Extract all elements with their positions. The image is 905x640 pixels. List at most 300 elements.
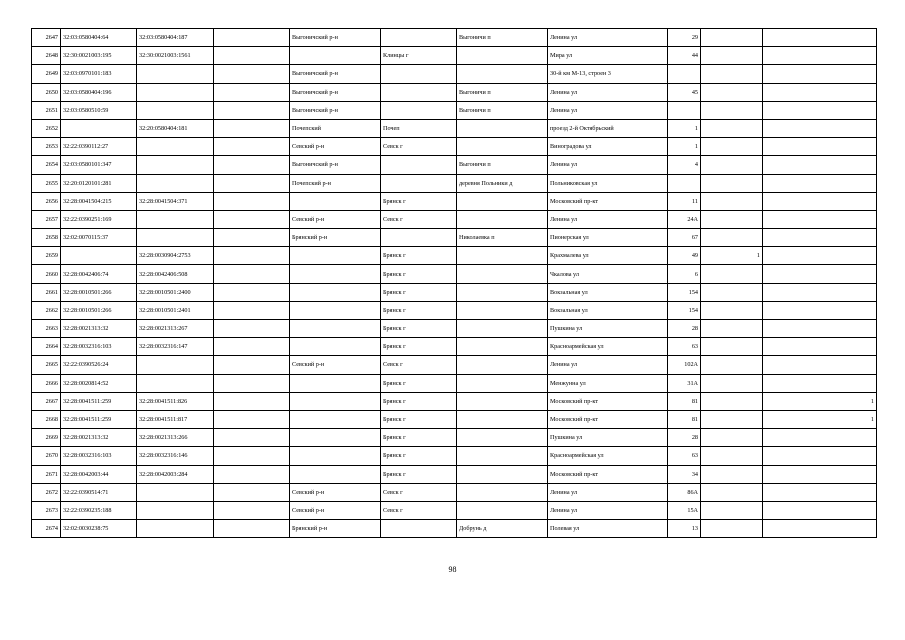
row-number-cell: 2654 [32,156,61,174]
cadastral-number-cell: 32:03:0580404:64 [61,29,137,47]
unit-cell [763,29,877,47]
house-cell: 154 [668,301,701,319]
street-cell: Красноармейская ул [548,338,668,356]
row-number-cell: 2664 [32,338,61,356]
row-number-cell: 2665 [32,356,61,374]
house-cell: 28 [668,429,701,447]
building-cell [701,483,763,501]
unit-cell [763,65,877,83]
row-number-cell: 2649 [32,65,61,83]
house-cell: 6 [668,265,701,283]
building-cell [701,374,763,392]
house-cell [668,65,701,83]
city-cell: Брянск г [381,447,457,465]
street-cell: Московский пр-кт [548,192,668,210]
city-cell [381,156,457,174]
settlement-cell: Выгоничи п [457,29,548,47]
cadastral-number-cell: 32:22:0390112:27 [61,138,137,156]
object-number-cell [137,174,214,192]
settlement-cell [457,247,548,265]
street-cell: Московский пр-кт [548,410,668,428]
street-cell: Пушкина ул [548,429,668,447]
extra-number-cell [214,65,290,83]
unit-cell [763,229,877,247]
table-row [32,83,877,101]
object-number-cell: 32:28:0042406:508 [137,265,214,283]
object-number-cell [137,483,214,501]
extra-number-cell [214,83,290,101]
table-row [32,465,877,483]
house-cell: 29 [668,29,701,47]
extra-number-cell [214,429,290,447]
street-cell: Менжунна ул [548,374,668,392]
district-cell [290,283,381,301]
house-cell [668,174,701,192]
row-number-cell: 2659 [32,247,61,265]
object-number-cell: 32:03:0580404:187 [137,29,214,47]
extra-number-cell [214,356,290,374]
extra-number-cell [214,174,290,192]
settlement-cell: Выгоничи п [457,101,548,119]
table-row [32,65,877,83]
street-cell: Московский пр-кт [548,465,668,483]
building-cell [701,283,763,301]
table-row [32,520,877,538]
unit-cell [763,520,877,538]
row-number-cell: 2651 [32,101,61,119]
cadastral-number-cell: 32:28:0010501:266 [61,283,137,301]
district-cell: Выгоничский р-н [290,29,381,47]
city-cell: Брянск г [381,392,457,410]
cadastral-number-cell: 32:28:0020814:52 [61,374,137,392]
street-cell: Ленина ул [548,210,668,228]
house-cell: 63 [668,447,701,465]
settlement-cell [457,192,548,210]
city-cell [381,83,457,101]
extra-number-cell [214,119,290,137]
extra-number-cell [214,210,290,228]
cadastral-number-cell: 32:28:0032316:103 [61,338,137,356]
city-cell: Брянск г [381,374,457,392]
object-number-cell: 32:28:0041511:817 [137,410,214,428]
settlement-cell [457,338,548,356]
settlement-cell [457,283,548,301]
object-number-cell: 32:28:0032316:147 [137,338,214,356]
table-row [32,101,877,119]
district-cell [290,338,381,356]
cadastral-number-cell: 32:03:0580101:347 [61,156,137,174]
table-row [32,410,877,428]
building-cell [701,320,763,338]
page-number: 98 [448,565,457,574]
cadastral-number-cell: 32:28:0021313:32 [61,429,137,447]
building-cell [701,229,763,247]
table-row [32,192,877,210]
row-number-cell: 2670 [32,447,61,465]
row-number-cell: 2672 [32,483,61,501]
settlement-cell [457,501,548,519]
street-cell: Мира ул [548,47,668,65]
city-cell: Брянск г [381,283,457,301]
row-number-cell: 2658 [32,229,61,247]
street-cell: Ленина ул [548,101,668,119]
cadastral-number-cell: 32:30:0021003:195 [61,47,137,65]
building-cell [701,210,763,228]
object-number-cell: 32:28:0010501:2400 [137,283,214,301]
row-number-cell: 2667 [32,392,61,410]
district-cell [290,301,381,319]
cadastral-number-cell: 32:28:0032316:103 [61,447,137,465]
cadastral-number-cell: 32:02:0070115:37 [61,229,137,247]
building-cell [701,356,763,374]
unit-cell [763,338,877,356]
district-cell: Севский р-н [290,356,381,374]
extra-number-cell [214,392,290,410]
building-cell [701,29,763,47]
district-cell [290,374,381,392]
extra-number-cell [214,29,290,47]
cadastral-number-cell: 32:28:0041511:259 [61,410,137,428]
building-cell [701,410,763,428]
unit-cell [763,192,877,210]
unit-cell [763,447,877,465]
cadastral-number-cell: 32:02:0030238:75 [61,520,137,538]
row-number-cell: 2671 [32,465,61,483]
unit-cell [763,356,877,374]
house-cell: 49 [668,247,701,265]
table-row [32,429,877,447]
cadastral-number-cell: 32:28:0042406:74 [61,265,137,283]
district-cell [290,47,381,65]
settlement-cell [457,483,548,501]
city-cell: Брянск г [381,338,457,356]
unit-cell [763,101,877,119]
building-cell [701,174,763,192]
building-cell [701,156,763,174]
object-number-cell [137,520,214,538]
settlement-cell [457,447,548,465]
object-number-cell [137,356,214,374]
settlement-cell [457,429,548,447]
extra-number-cell [214,520,290,538]
street-cell: Вокзальная ул [548,283,668,301]
street-cell: Чкалова ул [548,265,668,283]
unit-cell [763,138,877,156]
object-number-cell: 32:28:0021313:267 [137,320,214,338]
city-cell: Брянск г [381,265,457,283]
building-cell [701,465,763,483]
street-cell: Польниковская ул [548,174,668,192]
extra-number-cell [214,265,290,283]
table-row [32,265,877,283]
row-number-cell: 2669 [32,429,61,447]
unit-cell [763,247,877,265]
district-cell: Брянский р-н [290,520,381,538]
settlement-cell [457,356,548,374]
building-cell [701,447,763,465]
row-number-cell: 2648 [32,47,61,65]
building-cell [701,65,763,83]
extra-number-cell [214,229,290,247]
cadastral-number-cell: 32:22:0390526:24 [61,356,137,374]
object-number-cell [137,65,214,83]
table-row [32,210,877,228]
city-cell [381,520,457,538]
building-cell [701,138,763,156]
table-row [32,392,877,410]
city-cell: Брянск г [381,192,457,210]
object-number-cell: 32:28:0032316:146 [137,447,214,465]
object-number-cell: 32:28:0010501:2401 [137,301,214,319]
extra-number-cell [214,156,290,174]
house-cell: 81 [668,392,701,410]
unit-cell [763,501,877,519]
unit-cell [763,265,877,283]
district-cell: Почепский р-н [290,174,381,192]
city-cell: Брянск г [381,247,457,265]
district-cell [290,410,381,428]
object-number-cell [137,501,214,519]
street-cell: Красноармейская ул [548,447,668,465]
row-number-cell: 2666 [32,374,61,392]
city-cell: Брянск г [381,320,457,338]
city-cell: Брянск г [381,429,457,447]
row-number-cell: 2668 [32,410,61,428]
city-cell [381,101,457,119]
unit-cell: 1 [763,410,877,428]
district-cell [290,192,381,210]
extra-number-cell [214,138,290,156]
district-cell: Севский р-н [290,501,381,519]
building-cell [701,429,763,447]
settlement-cell [457,392,548,410]
row-number-cell: 2657 [32,210,61,228]
row-number-cell: 2647 [32,29,61,47]
extra-number-cell [214,283,290,301]
row-number-cell: 2650 [32,83,61,101]
unit-cell [763,174,877,192]
settlement-cell: деревня Польники д [457,174,548,192]
table-row [32,138,877,156]
extra-number-cell [214,247,290,265]
city-cell: Брянск г [381,410,457,428]
row-number-cell: 2655 [32,174,61,192]
house-cell: 67 [668,229,701,247]
table-row [32,301,877,319]
house-cell: 13 [668,520,701,538]
cadastral-number-cell: 32:28:0010501:266 [61,301,137,319]
house-cell: 15А [668,501,701,519]
unit-cell [763,429,877,447]
cadastral-number-cell: 32:03:0580404:196 [61,83,137,101]
extra-number-cell [214,374,290,392]
city-cell [381,65,457,83]
city-cell: Севск г [381,483,457,501]
extra-number-cell [214,301,290,319]
house-cell: 31А [668,374,701,392]
building-cell [701,338,763,356]
extra-number-cell [214,501,290,519]
object-number-cell: 32:28:0030904:2753 [137,247,214,265]
house-cell: 4 [668,156,701,174]
building-cell [701,101,763,119]
cadastral-number-cell [61,119,137,137]
city-cell: Севск г [381,138,457,156]
row-number-cell: 2661 [32,283,61,301]
house-cell: 86А [668,483,701,501]
street-cell: Московский пр-кт [548,392,668,410]
extra-number-cell [214,447,290,465]
building-cell [701,83,763,101]
street-cell: Ленина ул [548,483,668,501]
unit-cell [763,320,877,338]
table-row [32,501,877,519]
district-cell [290,429,381,447]
street-cell: Ленина ул [548,29,668,47]
cadastral-number-cell: 32:22:0390251:169 [61,210,137,228]
district-cell: Почепский [290,119,381,137]
city-cell: Брянск г [381,465,457,483]
table-row [32,229,877,247]
building-cell [701,501,763,519]
object-number-cell [137,138,214,156]
table-row [32,283,877,301]
unit-cell [763,483,877,501]
district-cell [290,247,381,265]
street-cell: проезд 2-й Октябрьский [548,119,668,137]
street-cell: Пушкина ул [548,320,668,338]
building-cell [701,520,763,538]
house-cell: 102А [668,356,701,374]
house-cell: 11 [668,192,701,210]
object-number-cell: 32:28:0042003:284 [137,465,214,483]
house-cell: 154 [668,283,701,301]
settlement-cell [457,119,548,137]
building-cell [701,119,763,137]
district-cell: Выгоничский р-н [290,65,381,83]
table-row [32,338,877,356]
house-cell: 45 [668,83,701,101]
district-cell: Выгоничский р-н [290,101,381,119]
object-number-cell [137,210,214,228]
district-cell: Севский р-н [290,138,381,156]
street-cell: 30-й км М-13, строен 3 [548,65,668,83]
street-cell: Крахмалева ул [548,247,668,265]
table-row [32,320,877,338]
extra-number-cell [214,410,290,428]
table-row [32,29,877,47]
building-cell [701,392,763,410]
cadastral-number-cell: 32:22:0390235:188 [61,501,137,519]
settlement-cell [457,374,548,392]
settlement-cell [457,47,548,65]
city-cell [381,229,457,247]
table-row [32,356,877,374]
settlement-cell: Николаевка п [457,229,548,247]
settlement-cell [457,65,548,83]
unit-cell [763,283,877,301]
extra-number-cell [214,338,290,356]
settlement-cell [457,138,548,156]
settlement-cell [457,410,548,428]
row-number-cell: 2656 [32,192,61,210]
object-number-cell: 32:20:0580404:181 [137,119,214,137]
district-cell [290,320,381,338]
street-cell: Ленина ул [548,501,668,519]
district-cell [290,465,381,483]
district-cell: Выгоничский р-н [290,156,381,174]
settlement-cell [457,465,548,483]
house-cell: 24А [668,210,701,228]
cadastral-number-cell: 32:28:0042003:44 [61,465,137,483]
extra-number-cell [214,320,290,338]
settlement-cell [457,265,548,283]
unit-cell [763,156,877,174]
district-cell: Севский р-н [290,210,381,228]
building-cell [701,301,763,319]
house-cell: 1 [668,119,701,137]
object-number-cell [137,156,214,174]
table-row [32,156,877,174]
street-cell: Ленина ул [548,356,668,374]
city-cell [381,29,457,47]
row-number-cell: 2662 [32,301,61,319]
house-cell [668,101,701,119]
register-table [31,28,877,538]
building-cell [701,265,763,283]
row-number-cell: 2653 [32,138,61,156]
street-cell: Полевая ул [548,520,668,538]
house-cell: 63 [668,338,701,356]
settlement-cell [457,301,548,319]
cadastral-number-cell: 32:28:0021313:32 [61,320,137,338]
extra-number-cell [214,465,290,483]
unit-cell: 1 [763,392,877,410]
object-number-cell: 32:28:0041511:826 [137,392,214,410]
extra-number-cell [214,47,290,65]
settlement-cell: Выгоничи п [457,156,548,174]
table-row [32,119,877,137]
unit-cell [763,119,877,137]
extra-number-cell [214,192,290,210]
district-cell [290,447,381,465]
settlement-cell: Выгоничи п [457,83,548,101]
cadastral-number-cell: 32:28:0041504:215 [61,192,137,210]
district-cell [290,392,381,410]
street-cell: Ленина ул [548,83,668,101]
object-number-cell: 32:28:0021313:266 [137,429,214,447]
unit-cell [763,47,877,65]
house-cell: 28 [668,320,701,338]
table-row [32,483,877,501]
cadastral-number-cell: 32:20:0120101:281 [61,174,137,192]
unit-cell [763,465,877,483]
table-row [32,174,877,192]
unit-cell [763,374,877,392]
extra-number-cell [214,101,290,119]
city-cell: Клинцы г [381,47,457,65]
district-cell [290,265,381,283]
object-number-cell: 32:28:0041504:371 [137,192,214,210]
building-cell [701,192,763,210]
city-cell: Почеп [381,119,457,137]
object-number-cell [137,229,214,247]
table-row [32,374,877,392]
settlement-cell [457,320,548,338]
cadastral-number-cell: 32:28:0041511:259 [61,392,137,410]
house-cell: 1 [668,138,701,156]
district-cell: Выгоничский р-н [290,83,381,101]
